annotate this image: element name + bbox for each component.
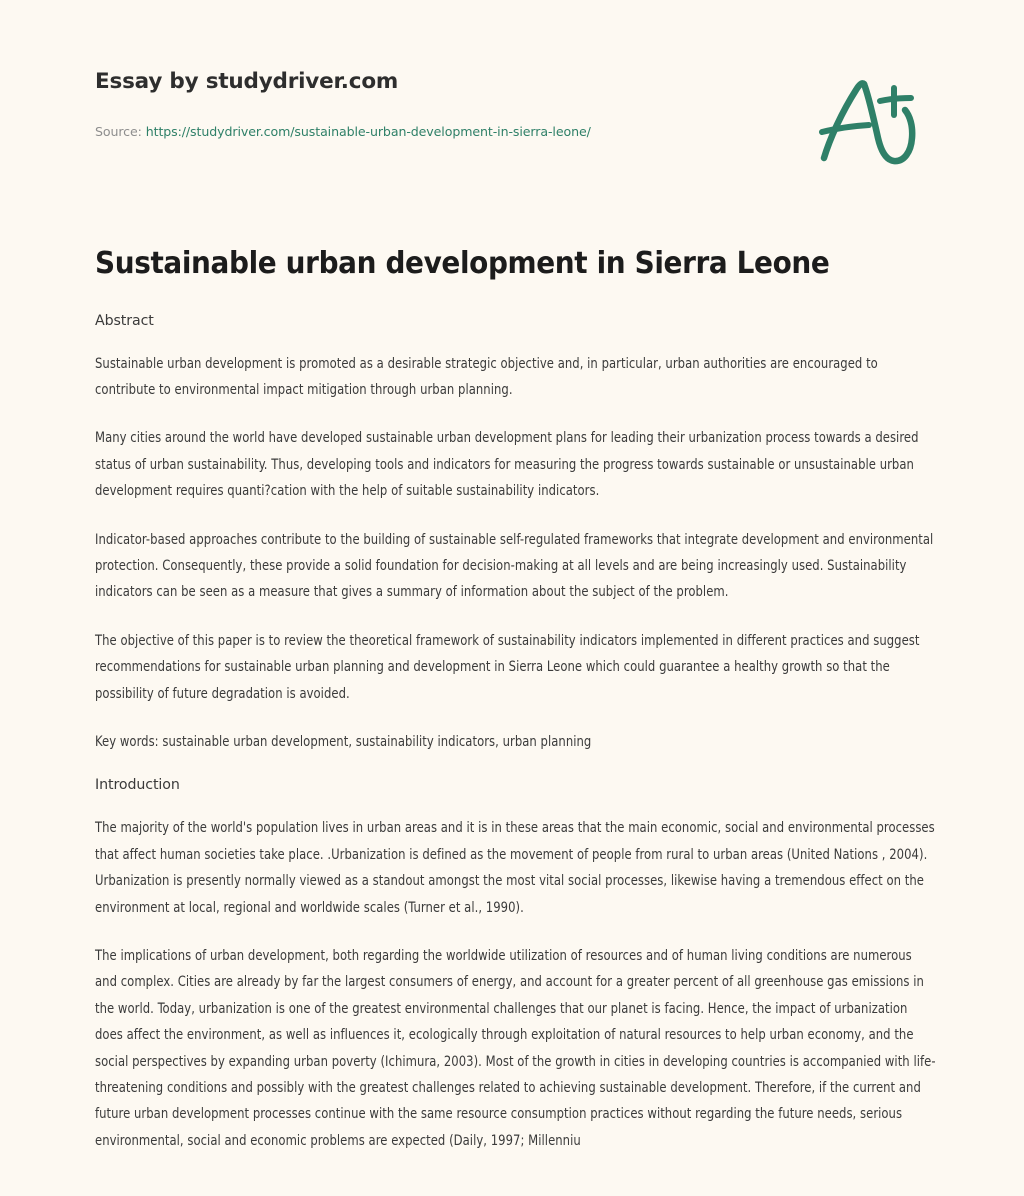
- abstract-paragraph-3: Indicator-based approaches contribute to the building of sustainable self-regulated frameworks that integrate development and environmental protection. Consequently, these provide a solid foundation for decision-making at all levels and are being increasingly used. Sustainability indicators can be seen as a measure that gives a summary of information about the subject of the problem.: [95, 530, 934, 601]
- brand-title: Essay by studydriver.com: [95, 69, 399, 94]
- a-plus-logo-icon: [812, 74, 932, 174]
- abstract-paragraph-4: The objective of this paper is to review the theoretical framework of sustainability indicators implemented in different practices and suggest recommendations for sustainable urban planning and development in Sierra Leone which could guarantee a healthy growth so that the possibility of future degradation is avoided.: [95, 631, 920, 702]
- document-body: [95, 247, 937, 1154]
- page-bottom-fade: [0, 1160, 1024, 1196]
- page-header: [0, 0, 1024, 200]
- page-title: Sustainable urban development in Sierra Leone: [95, 246, 830, 281]
- a-plus-logo: [812, 74, 932, 174]
- abstract-paragraph-2: Many cities around the world have developed sustainable urban development plans for leading their urbanization process towards a desired status of urban sustainability. Thus, developing tools and indicators for measuring the progress towards sustainable or unsustainable urban development requires quanti?cation with the help of suitable sustainability indicators.: [95, 429, 919, 500]
- source-url-link[interactable]: https://studydriver.com/sustainable-urban-development-in-sierra-leone/: [145, 124, 591, 139]
- keywords-paragraph: Key words: sustainable urban development, sustainability indicators, urban planning: [95, 732, 592, 750]
- introduction-paragraph-1: The majority of the world's population lives in urban areas and it is in these areas that the main economic, social and environmental processes that affect human societies take place. .Urbanization is defined as the movement of people from rural to urban areas (United Nations , 2004). Urbanization is presently normally viewed as a standout amongst the most vital social processes, likewise having a tremendous effect on the environment at local, regional and worldwide scales (Turner et al., 1990).: [95, 819, 935, 916]
- abstract-paragraph-1: Sustainable urban development is promoted as a desirable strategic objective and, in particular, urban authorities are encouraged to contribute to environmental impact mitigation through urban planning.: [95, 354, 878, 398]
- source-line: [95, 124, 591, 139]
- introduction-paragraph-2: The implications of urban development, both regarding the worldwide utilization of resources and of human living conditions are numerous and complex. Cities are already by far the largest consumers of energy, and account for a greater percent of all greenhouse gas emissions in the world. Today, urbanization is one of the greatest environmental challenges that our planet is facing. Hence, the impact of urbanization does affect the environment, as well as influences it, ecologically through exploitation of natural resources to help urban economy, and the social perspectives by expanding urban poverty (Ichimura, 2003). Most of the growth in cities in developing countries is accompanied with life-threatening conditions and possibly with the greatest challenges related to achieving sustainable development. Therefore, if the current and future urban development processes continue with the same resource consumption practices without regarding the future needs, serious environmental, social and economic problems are expected (Daily, 1997; Millenniu: [95, 947, 936, 1149]
- abstract-heading: Abstract: [95, 312, 154, 329]
- source-label: Source:: [95, 124, 142, 139]
- introduction-heading: Introduction: [95, 777, 180, 794]
